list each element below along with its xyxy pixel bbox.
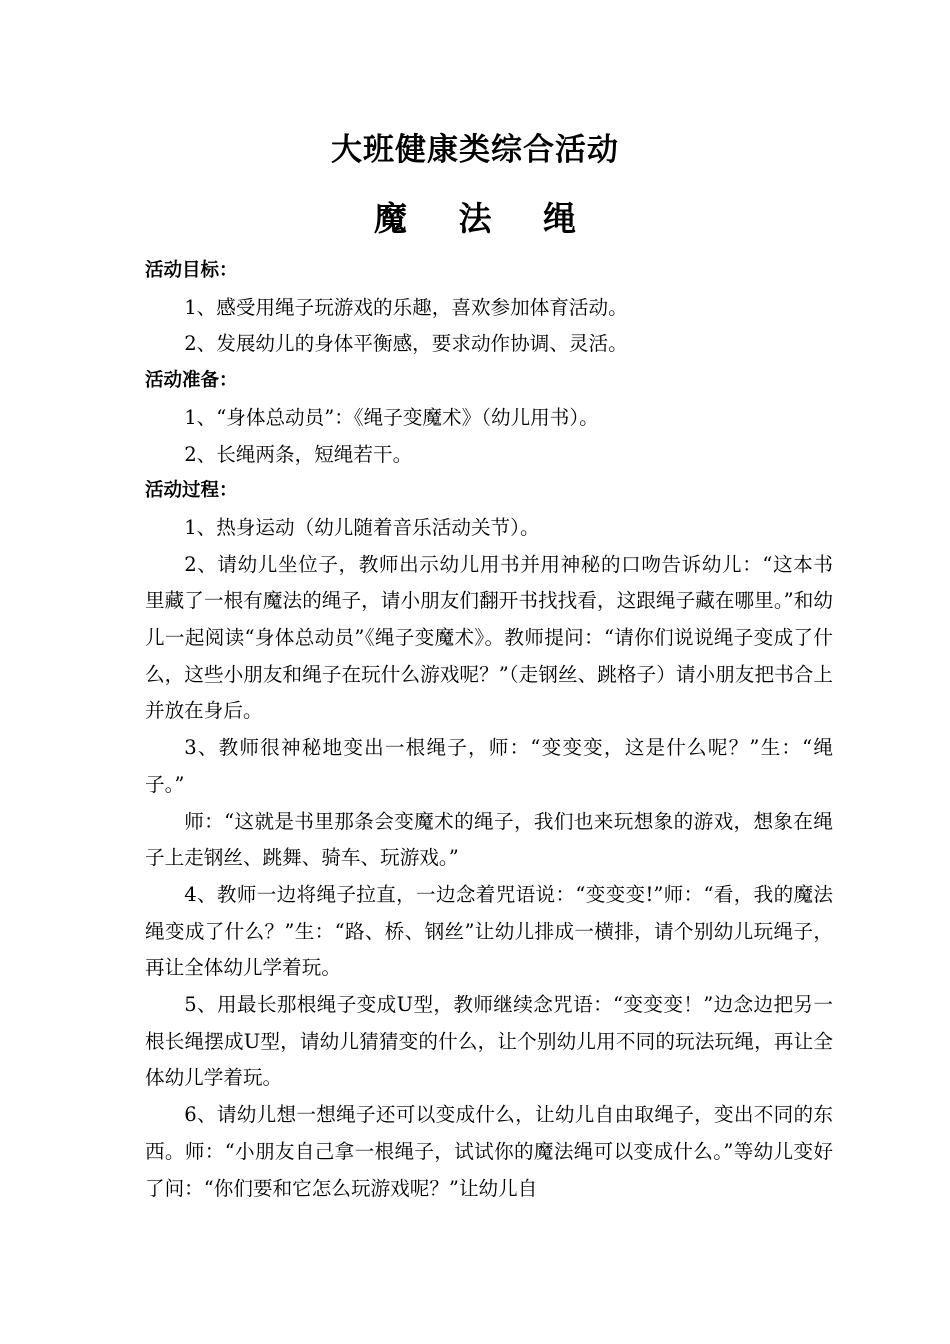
process-heading: 活动过程： <box>145 480 238 502</box>
process-paragraph: 师：“这就是书里那条会变魔术的绳子，我们也来玩想象的游戏，想象在绳子上走钢丝、跳舞、骑车、玩游戏。” <box>145 809 833 870</box>
goals-item: 2、发展幼儿的身体平衡感，要求动作协调、灵活。 <box>184 332 628 356</box>
goals-item: 1、感受用绳子玩游戏的乐趣，喜欢参加体育活动。 <box>184 295 628 319</box>
preparation-item: 1、“身体总动员”：《绳子变魔术》（幼儿用书）。 <box>184 405 599 429</box>
preparation-heading: 活动准备： <box>145 370 238 392</box>
process-paragraph: 5、用最长那根绳子变成U型，教师继续念咒语：“变变变！”边念边把另一根长绳摆成U型，请幼儿猜猜变的什么，让个别幼儿用不同的玩法玩绳，再让全体幼儿学着玩。 <box>145 993 833 1090</box>
document-body <box>145 253 833 1207</box>
goals-heading: 活动目标： <box>145 260 238 281</box>
process-paragraph: 6、请幼儿想一想绳子还可以变成什么，让幼儿自由取绳子，变出不同的东西。师：“小朋友自己拿一根绳子，试试你的魔法绳可以变成什么。”等幼儿变好了问：“你们要和它怎么玩游戏呢？”让幼儿自 <box>145 1103 833 1200</box>
process-paragraph: 4、教师一边将绳子拉直，一边念着咒语说：“变变变!”师：“看，我的魔法绳变成了什么？”生：“路、桥、钢丝”让幼儿排成一横排，请个别幼儿玩绳子，再让全体幼儿学着玩。 <box>145 882 833 980</box>
process-paragraph: 1、热身运动（幼儿随着音乐活动关节）。 <box>184 515 540 539</box>
process-paragraph: 2、请幼儿坐位子，教师出示幼儿用书并用神秘的口吻告诉幼儿：“这本书里藏了一根有魔法的绳子，请小朋友们翻开书找找看，这跟绳子藏在哪里。”和幼儿一起阅读“身体总动员”《绳子变魔术》。教师提问：“请你们说说绳子变成了什么，这些小朋友和绳子在玩什么游戏呢？”（走钢丝、跳格子）请小朋友把书合上并放在身后。 <box>145 552 833 723</box>
document-title: 大班健康类综合活动 <box>331 132 619 168</box>
preparation-item: 2、长绳两条，短绳若干。 <box>184 442 413 466</box>
process-paragraph: 3、教师很神秘地变出一根绳子，师：“变变变，这是什么呢？”生：“绳子。” <box>145 736 833 796</box>
document-subtitle: 魔 法 绳 <box>374 199 596 238</box>
